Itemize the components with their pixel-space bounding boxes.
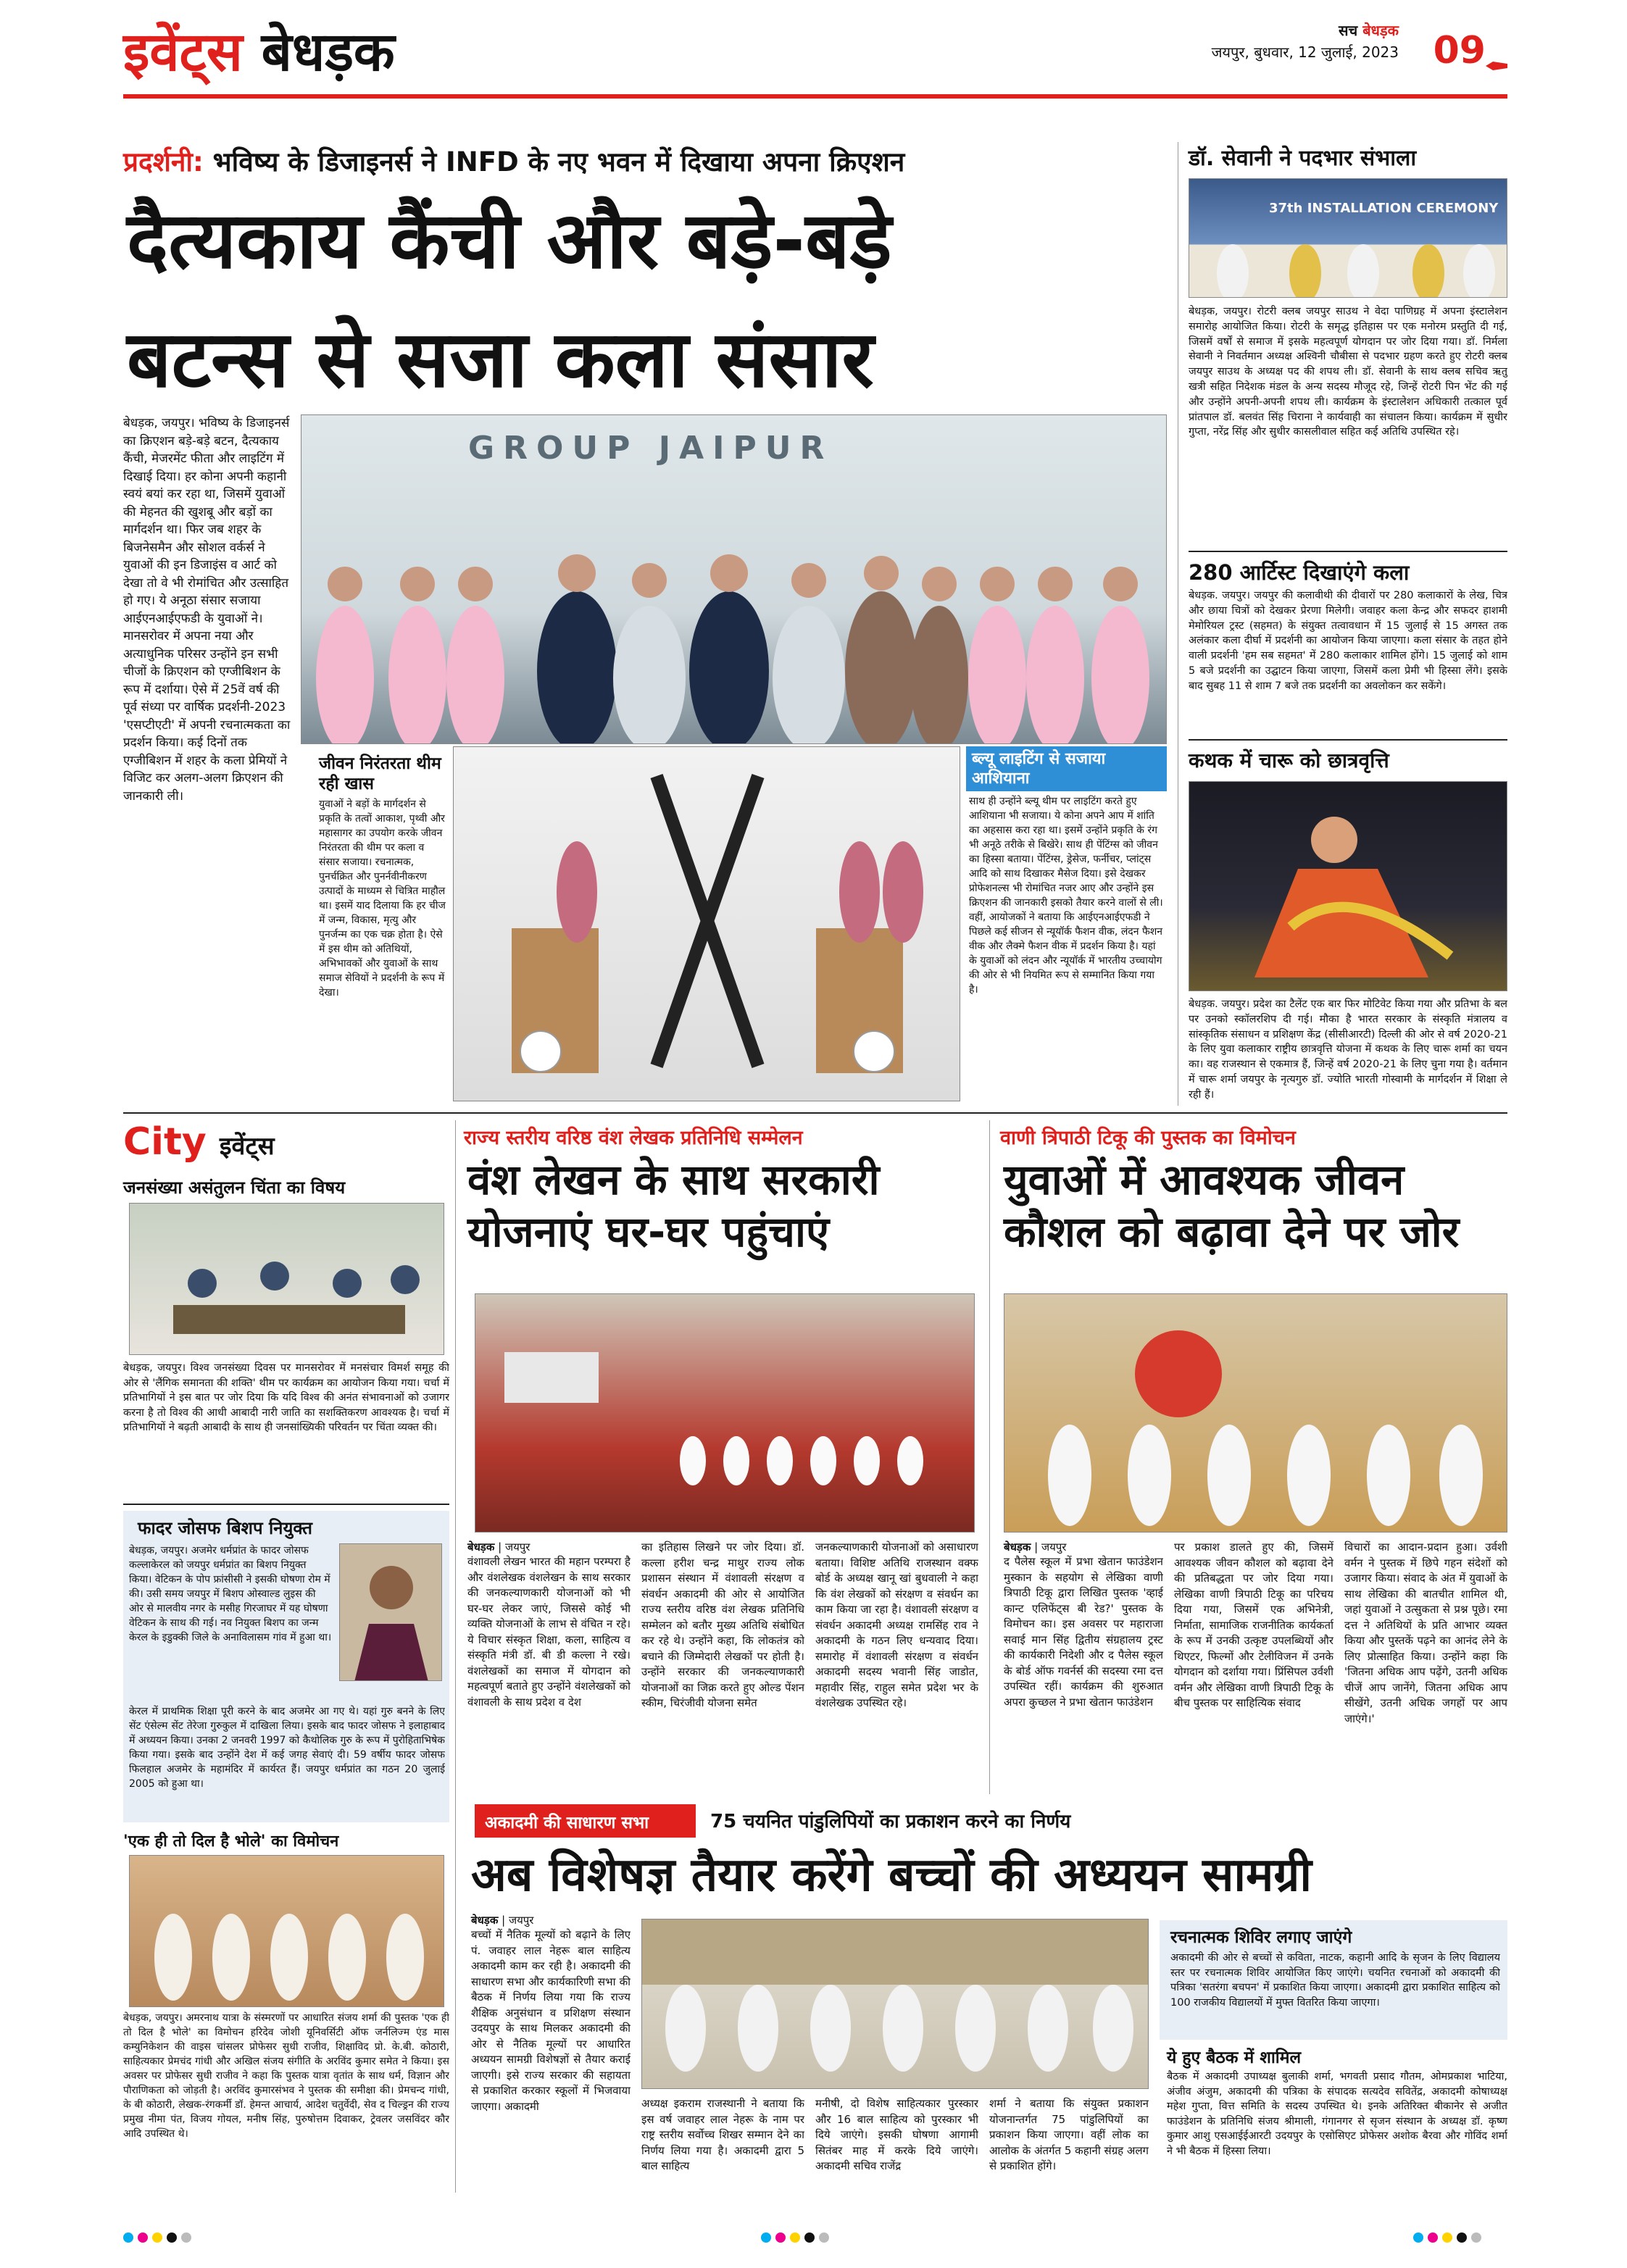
city-logo — [123, 1120, 275, 1164]
yellow-dot-icon — [1442, 2232, 1452, 2243]
bottom-photo — [641, 1919, 1149, 2089]
tag-brand: बेधड़क — [1362, 22, 1399, 39]
bottom-col3: मनीषी, दो विशेष साहित्यकार पुरस्कार और 16 बाल साहित्य को पुरस्कार भी दिये जाएंगे। इसकी घोषणा आगामी सितंबर माह में करके दिये जाएंगे। अकादमी सचिव राजेंद्र — [815, 2097, 978, 2172]
city-logo-red: City — [123, 1120, 207, 1164]
magenta-dot-icon — [1428, 2232, 1438, 2243]
bottom-label-box — [475, 1804, 696, 1838]
masthead-title-black: बेधड़क — [261, 21, 395, 83]
mid-kicker: राज्य स्तरीय वरिष्ठ वंश लेखक प्रतिनिधि सम्मेलन — [464, 1127, 803, 1149]
right-s1-photo-banner: 37th INSTALLATION CEREMONY — [1269, 201, 1499, 216]
rmid-col3: विचारों का आदान-प्रदान हुआ। उर्वशी वर्मन ने पुस्तक में छिपे गहन संदेशों को उजागर किया। संवाद के अंत में युवाओं के साथ लेखिका की बातचीत शामिल थी, जहां युवाओं ने उत्सुकता से प्रश्न पूछे। रमा दत्त ने अतिथियों के प्रति आभार व्यक्त किया और पुस्तकें पढ़ने का आनंद लेने के लिए प्रोत्साहित किया। उन्होंने कहा कि 'जितना अधिक आप पढ़ेंगे, उतनी अधिक चीजें आप जानेंगे, जितना अधिक आप सीखेंगे, उतनी अधिक जगहों पर आप जाएंगे।' — [1344, 1541, 1507, 1725]
section-rule — [123, 1112, 1507, 1114]
page-number: 09 — [1433, 29, 1486, 72]
lead-kicker — [123, 142, 1167, 179]
rmid-byline-city: जयपुर — [1041, 1541, 1067, 1554]
tag-prefix: सच — [1339, 22, 1358, 39]
bottom-byline-city: जयपुर — [508, 1914, 534, 1927]
bottom-headline: अब विशेषज्ञ तैयार करेंगे बच्चों की अध्ययन सामग्री — [471, 1848, 1312, 1902]
dancer-icon — [1189, 782, 1507, 991]
gray-dot-icon — [181, 2232, 191, 2243]
city-s2-body-b: केरल में प्राथमिक शिक्षा पूरी करने के बाद अजमेर आ गए थे। यहां गुरु बनने के लिए सेंट एंसेल्म सेंट तेरेजा गुरुकुल में दाखिला लिया। इसके बाद फादर जोसफ ने इलाहाबाद में अध्ययन किया। उनका 2 जनवरी 1997 को कैथोलिक गुरु के रूप में पुरोहिताभिषेक किया गया। इसके बाद उन्होंने देश में कई जगह सेवाएं दी। 59 वर्षीय फादर जोसफ फिलहाल अजमेर के महामंदिर में कार्यरत हैं। जयपुर धर्मप्रांत का गठन 20 जुलाई 2005 को हुआ था। — [129, 1706, 445, 1790]
masthead-title — [123, 16, 395, 88]
cyan-dot-icon — [123, 2232, 133, 2243]
masthead-tag — [1339, 20, 1399, 40]
registration-marks-left — [123, 2232, 196, 2246]
bottom-box1-title: रचनात्मक शिविर लगाए जाएंगे — [1170, 1928, 1352, 1947]
magenta-dot-icon — [775, 2232, 786, 2243]
rmid-byline: बेधड़क | जयपुर — [1004, 1541, 1067, 1554]
city-s1-body: बेधड़क, जयपुर। विश्व जनसंख्या दिवस पर मानसरोवर में मनसंचार विमर्श समूह की ओर से 'लैंगिक समानता की शक्ति' थीम पर कार्यक्रम का आयोजन किया गया। चर्चा में प्रतिभागियों ने इस बात पर जोर दिया कि यदि विश्व की अनंत संभावनाओं को उजागर करना है तो विश्व की आधी आबादी नारी जाति का सशक्तिकरण आवश्यक है। चर्चा में प्रतिभागियों ने बढ़ती आबादी के साथ ही जनसांख्यिकी परिवर्तन पर चिंता व्यक्त की। — [123, 1362, 449, 1433]
masthead-rule — [123, 94, 1507, 99]
lead-sub1-title: जीवन निरंतरता थीम रही खास — [319, 754, 441, 793]
yellow-dot-icon — [152, 2232, 162, 2243]
rmid-photo — [1004, 1293, 1507, 1533]
mid-byline-city: जयपुर — [504, 1541, 530, 1554]
rmid-col1: द पैलेस स्कूल में प्रभा खेतान फाउंडेशन मुस्कान के सहयोग से लेखिका वाणी त्रिपाठी टिकू द्वारा लिखित पुस्तक 'व्हाई कान्ट एलिफेंट्स बी रेड?' पुस्तक के विमोचन का। इस अवसर पर महाराजा सवाई मान सिंह द्वितीय संग्रहालय ट्रस्ट की कार्यकारी निदेशी और द पैलेस स्कूल के बोर्ड ऑफ गवर्नर्स की सदस्या रमा दत्त उपस्थित रहीं। कार्यक्रम की शुरुआत अपरा कुच्छल ने प्रभा खेतान फाउंडेशन — [1004, 1555, 1163, 1709]
right-s2-title: 280 आर्टिस्ट दिखाएंगे कला — [1189, 560, 1410, 585]
magenta-dot-icon — [138, 2232, 148, 2243]
lead-sub2-header — [966, 746, 1167, 791]
right-s3-photo — [1189, 781, 1507, 991]
city-s3-title: 'एक ही तो दिल है भोले' का विमोचन — [123, 1833, 339, 1851]
dateline: जयपुर, बुधवार, 12 जुलाई, 2023 — [1211, 43, 1399, 61]
group-people — [301, 504, 1166, 743]
mid-photo — [475, 1293, 975, 1533]
black-dot-icon — [167, 2232, 177, 2243]
mid-col2: का इतिहास लिखने पर जोर दिया। डॉ. कल्ला हरीश चन्द्र माथुर राज्य लोक प्रशासन संस्थान में वंशावली संरक्षण व संवर्धन अकादमी की ओर से आयोजित राज्य स्तरीय वरिष्ठ वंश लेखक प्रतिनिधि सम्मेलन को बतौर मुख्य अतिथि संबोधित कर रहे थे। उन्होंने कहा, कि लोकतंत्र को बचाने की जिम्मेदारी लेखकों पर होती है। उन्होंने सरकार की जनकल्याणकारी योजनाओं का जिक्र करते हुए ओल्ड पेंशन स्कीम, चिरंजीवी योजना समेत — [641, 1541, 804, 1709]
gray-dot-icon — [819, 2232, 829, 2243]
registration-marks-center — [761, 2232, 833, 2246]
rmid-headline: युवाओं में आवश्यक जीवन कौशल को बढ़ावा देने पर जोर — [1004, 1155, 1460, 1256]
mid-byline: बेधड़क | जयपुर — [467, 1541, 530, 1554]
registration-marks-right — [1413, 2232, 1486, 2246]
right-s3-body: बेधड़क. जयपुर। प्रदेश का टैलेंट एक बार फिर मोटिवेट किया गया और प्रतिभा के बल पर उनको स्कॉलरशिप दी गई। मौका है भारत सरकार के संस्कृति मंत्रालय व सांस्कृतिक संसाधन व प्रशिक्षण केंद्र (सीसीआरटी) दिल्ली की ओर से वर्ष 2020-21 के लिए युवा कलाकार राष्ट्रीय छात्रवृत्ति योजना में कथक के लिए चारू शर्मा का चयन का। वह राजस्थान से एकमात्र हैं, जिन्हें वर्ष 2020-21 के लिए चुना गया है। वर्तमान में चारू शर्मा जयपुर के नृत्यगुरु डॉ. ज्योति भारती गोस्वामी के मार्गदर्शन में शिक्षा ले रही हैं। — [1189, 998, 1507, 1101]
mid-col1: वंशावली लेखन भारत की महान परम्परा है और वंशलेखक वंशलेखन के साथ सरकार की जनकल्याणकारी योजनाओं को भी घर-घर लेकर जाएं, जिससे कोई भी व्यक्ति योजनाओं के लाभ से वंचित न रहे। ये विचार संस्कृत शिक्षा, कला, साहित्य व संस्कृति मंत्री डॉ. बी डी कल्ला ने रखे। वंशलेखकों का समाज में योगदान को महत्वपूर्ण बताते हुए उन्होंने वंशलेखकों को वंशावली के साथ प्रदेश व देश — [467, 1555, 631, 1709]
black-dot-icon — [1457, 2232, 1467, 2243]
lead-sub2-title: ब्ल्यू लाइटिंग से सजाया आशियाना — [972, 750, 1106, 788]
city-s2-body-a: बेधड़क, जयपुर। अजमेर धर्मप्रांत के फादर जोसफ कल्लाकेरल को जयपुर धर्मप्रांत का बिशप नियुक्त किया। वेटिकन के पोप फ्रांसीसी ने इसकी घोषणा रोम में की। उसी समय जयपुर में बिशप ओस्वाल्ड लुइस की ओर से मालवीय नगर के मसीह गिरजाघर में यह घोषणा वेटिकन के साथ की गई। नव नियुक्त बिशप का जन्म केरल के इडुक्की जिले के अनाविलासम गांव में हुआ था। — [129, 1545, 332, 1643]
lead-sub1-body: युवाओं ने बड़ों के मार्गदर्शन से प्रकृति के तत्वों आकाश, पृथ्वी और महासागर का उपयोग करके जीवन निरंतरता की थीम पर कला व संसार सजाया। रचनात्मक, पुनर्चक्रित और पुनर्नवीनीकरण उत्पादों के माध्यम से चित्रित माहौल था। इसमें याद दिलाया कि हर चीज में जन्म, विकास, मृत्यु और पुनर्जन्म का एक चक्र होता है। ऐसे में इस थीम को अतिथियों, अभिभावकों और युवाओं के साथ समाज सेवियों ने प्रदर्शनी के रूप में देखा। — [319, 799, 446, 998]
right-s1-photo — [1189, 178, 1507, 298]
bottom-box1-body: अकादमी की ओर से बच्चों से कविता, नाटक, कहानी आदि के सृजन के लिए विद्यालय स्तर पर रचनात्मक शिविर आयोजित किए जाएंगे। चयनित रचनाओं को अकादमी की पत्रिका 'सतरंगा बचपन' में प्रकाशित किया जाएगा। अकादमी द्वारा प्रकाशित साहित्य को 100 राजकीय विद्यालयों में मुफ्त वितरित किया जाएगा। — [1170, 1952, 1500, 2009]
bottom-col2: अध्यक्ष इकराम राजस्थानी ने बताया कि इस वर्ष जवाहर लाल नेहरू के नाम पर राष्ट्र स्तरीय सर्वोच्च शिखर सम्मान देने का निर्णय लिया गया है। अकादमी द्वारा 5 बाल साहित्य — [641, 2097, 804, 2172]
masthead-title-red: इवेंट्स — [123, 21, 243, 83]
right-s2-rule — [1189, 739, 1507, 741]
black-dot-icon — [804, 2232, 815, 2243]
lead-sub2-body: साथ ही उन्होंने ब्ल्यू थीम पर लाइटिंग करते हुए आशियाना भी सजाया। ये कोना अपने आप में शांति का अहसास करा रहा था। इसमें उन्होंने प्रकृति के रंग भी अनूठे तरीके से बिखेरे। साथ ही पेंटिंग्स को जीवन का हिस्सा बताया। पेंटिंग्स, ड्रेसेज, फर्नीचर, प्लांट्स आदि को साथ दिखाकर मैसेज दिया। इसे देखकर प्रोफेशनल्स भी रोमांचित नजर आए और उन्होंने इस क्रिएशन की जानकारी इसको तैयार करने वालों से ली। वहीं, आयोजकों ने बताया कि आईएनआईएफडी ने पिछले कई सीजन से न्यूयॉर्क फैशन वीक, लंदन फैशन वीक और लैक्मे फैशन वीक में प्रदर्शन किया है। यहां के युवाओं को लंदन और न्यूयॉर्क में भारतीय उच्चायोग की ओर से भी नियमित रूप से सम्मानित किया गया है। — [969, 796, 1163, 996]
mid-divider — [989, 1120, 990, 1794]
gray-dot-icon — [1471, 2232, 1481, 2243]
bishop-portrait-icon — [340, 1544, 442, 1681]
masthead — [123, 16, 1507, 117]
bottom-col4: शर्मा ने बताया कि संयुक्त प्रकाशन योजनान्तर्गत 75 पांडुलिपियों का प्रकाशन किया जाएगा। वहीं लोक का आलोक के अंतर्गत 5 कहानी संग्रह अलग से प्रकाशित होंगे। — [989, 2097, 1149, 2172]
right-s1-rule — [1189, 551, 1507, 552]
bottom-box2-body: बैठक में अकादमी उपाध्यक्ष बुलाकी शर्मा, भगवती प्रसाद गौतम, ओमप्रकाश भाटिया, अंजीव अंजुम, अकादमी की पत्रिका के संपादक सत्यदेव सवितेंद्र, अकादमी कोषाध्यक्ष महेश गुप्ता, वित्त समिति के सदस्य उपस्थित थे। इनके अतिरिक्त बीकानेर से अजीत फाउंडेशन के प्रतिनिधि संजय श्रीमाली, गंगानगर से सृजन संस्थान के अध्यक्ष डॉ. कृष्ण कुमार आशु एसआईईआरटी उदयपुर के एसोसिएट प्रोफेसर अशोक बैरवा और गोविंद शर्मा ने भी बैठक में हिस्सा लिया। — [1167, 2071, 1507, 2157]
city-s1-photo — [129, 1203, 444, 1355]
bottom-byline-brand: बेधड़क — [471, 1914, 499, 1927]
city-s1-rule — [123, 1504, 449, 1505]
bottom-byline: बेधड़क | जयपुर — [471, 1914, 534, 1927]
cyan-dot-icon — [1413, 2232, 1423, 2243]
right-s1-title: डॉ. सेवानी ने पदभार संभाला — [1189, 146, 1417, 171]
city-s2-title: फादर जोसफ बिशप नियुक्त — [138, 1518, 312, 1538]
lead-photo — [301, 414, 1167, 744]
scissors-icon — [454, 747, 960, 1101]
lead-photo-exhibit — [453, 746, 960, 1101]
city-s3-photo — [129, 1855, 444, 2007]
city-logo-black: इवेंट्स — [219, 1132, 275, 1161]
right-s3-title: कथक में चारू को छात्रवृत्ति — [1189, 749, 1389, 772]
mid-headline: वंश लेखन के साथ सरकारी योजनाएं घर-घर पहुंचाएं — [467, 1155, 880, 1256]
cyan-dot-icon — [761, 2232, 771, 2243]
mid-byline-brand: बेधड़क — [467, 1541, 495, 1554]
lead-body: बेधड़क, जयपुर। भविष्य के डिजाइनर्स का क्रिएशन बड़े-बड़े बटन, दैत्यकाय कैंची, मेजरमेंट फीता और लाइटिंग में दिखाई दिया। हर कोना अपनी कहानी स्वयं बयां कर रहा था, जिसमें युवाओं की मेहनत की खुशबू और बड़ों का मार्गदर्शन था। फिर जब शहर के बिजनेसमैन और सोशल वर्कर्स ने युवाओं की इन डिजाइंस व आर्ट को देखा तो वे भी रोमांचित और उत्साहित हो गए। ये अनूठा संसार सजाया आईएनआईएफडी के युवाओं ने। मानसरोवर में अपना नया और अत्याधुनिक परिसर उन्होंने इन सभी चीजों के क्रिएशन को एग्जीबिशन के रूप में दर्शाया। ऐसे में 25वें वर्ष की पूर्व संध्या पर वार्षिक प्रदर्शनी-2023 'एसप्टीएटी' में अपनी रचनात्मकता का प्रदर्शन किया। कई दिनों तक एग्जीबिशन में शहर के कला प्रेमियों ने विजिट कर अलग-अलग क्रिएशन की जानकारी ली। — [123, 416, 291, 804]
lead-kicker-text: भविष्य के डिजाइनर्स ने INFD के नए भवन में दिखाया अपना क्रिएशन — [212, 146, 905, 178]
city-s2-photo — [339, 1543, 442, 1681]
yellow-dot-icon — [790, 2232, 800, 2243]
city-divider — [455, 1120, 456, 2193]
city-s1-title: जनसंख्या असंतुलन चिंता का विषय — [123, 1177, 346, 1198]
right-s1-body: बेधड़क, जयपुर। रोटरी क्लब जयपुर साउथ ने वेदा पाणिग्रह में अपना इंस्टालेशन समारोह आयोजित किया। रोटरी के समृद्ध इतिहास पर एक मनोरम प्रस्तुति दी गई, जिसमें वर्षों से समाज में इसके महत्वपूर्ण योगदान पर जोर दिया गया। डॉ. निर्मला सेवानी ने निवर्तमान अध्यक्ष अश्विनी चौबीसा से पदभार ग्रहण करते हुए रोटरी क्लब जयपुर साउथ के अध्यक्ष पद की शपथ ली। डॉ. सेवानी के साथ क्लब सचिव ऋतु खत्री सहित निदेशक मंडल के अन्य सदस्य मौजूद रहे, जिन्हें रोटरी पिन भेंट की गई और उन्होंने अपनी-अपनी शपथ ली। कार्यक्रम के इंस्टालेशन अधिकारी तत्काल पूर्व प्रांतपाल डॉ. बलवंत सिंह चिराना ने कार्यवाही का संचालन किया। कार्यक्रम में सुधीर गुप्ता, नरेंद्र सिंह और सुधीर कासलीवाल सहित कई अतिथि उपस्थित रहे। — [1189, 306, 1507, 438]
rmid-byline-brand: बेधड़क — [1004, 1541, 1031, 1554]
lead-kicker-red: प्रदर्शनी: — [123, 146, 204, 178]
bottom-kicker: 75 चयनित पांडुलिपियों का प्रकाशन करने का निर्णय — [710, 1811, 1071, 1833]
bottom-box2-title: ये हुए बैठक में शामिल — [1167, 2048, 1302, 2067]
rmid-kicker: वाणी त्रिपाठी टिकू की पुस्तक का विमोचन — [1000, 1127, 1296, 1149]
lead-headline-line1: दैत्यकाय कैंची और बड़े-बड़े — [127, 196, 892, 286]
mid-col3: जनकल्याणकारी योजनाओं को असाधारण बताया। विशिष्ट अतिथि राजस्थान वक्फ बोर्ड के अध्यक्ष खानू खां बुधवाली ने कहा कि वंश लेखकों को संरक्षण व संवर्धन का काम किया जा रहा है। वंशावली संरक्षण व संवर्धन अकादमी अध्यक्ष रामसिंह राव ने अकादमी के गठन लिए धन्यवाद दिया। समारोह में वंशावली संरक्षण व संवर्धन अकादमी सदस्य भवानी सिंह जाडोत, महावीर सिंह, राहुल समेत प्रदेश भर के वंशलेखक उपस्थित रहे। — [815, 1541, 978, 1709]
right-s2-body: बेधड़क. जयपुर। जयपुर की कलावीथी की दीवारों पर 280 कलाकारों के लेख, चित्र और छाया चित्रों को देखकर प्रेरणा मिलेगी। जवाहर कला केन्द्र और सफदर हाशमी मेमोरियल ट्रस्ट (सहमत) के संयुक्त तत्वावधान में 15 जुलाई से 15 अगस्त तक अलंकार कला दीर्घा में प्रदर्शनी का आयोजन किया जाएगा। कला संसार के तहत होने वाली प्रदर्शनी 'हम सब सहमत' में 280 कलाकार शामिल होंगे। 15 जुलाई को शाम 5 बजे प्रदर्शनी का उद्घाटन किया जाएगा, जिसमें कला प्रेमी भी हिस्सा लेंगे। इसके बाद सुबह 11 से शाम 7 बजे तक प्रदर्शनी का अवलोकन कर सकेंगे। — [1189, 590, 1507, 692]
pen-icon — [1486, 59, 1507, 68]
lead-photo-sign: GROUP JAIPUR — [468, 430, 833, 467]
lead-headline-line2: बटन्स से सजा कला संसार — [127, 314, 874, 405]
bottom-label: अकादमी की साधारण सभा — [485, 1814, 649, 1833]
city-s3-body: बेधड़क, जयपुर। अमरनाथ यात्रा के संस्मरणों पर आधारित संजय शर्मा की पुस्तक 'एक ही तो दिल है भोले' का विमोचन हरिदेव जोशी यूनिवर्सिटी ऑफ जर्नलिज्म एंड मास कम्युनिकेशन की वाइस चांसलर प्रोफेसर सुधी राजीव, शिक्षाविद प्रो. के.बी. कोठारी, साहित्यकार प्रेमचंद गांधी और अखिल संजय संगीति के अरविंद कुमार समेत ने किया। इस अवसर पर प्रोफेसर सुधी राजीव ने कहा कि पुस्तक यात्रा वृतांत के साथ धर्म, विज्ञान और पौराणिकता को जोड़ती है। अरविंद कुमारसंभव ने पुस्तक की समीक्षा की। प्रेमचन्द गांधी, के बी कोठारी, लेखक-रंगकर्मी डॉ. हेमन्त आचार्य, आदेश चतुर्वेदी, सेव द चिल्ड्रन की राज्य प्रमुख नीमा पंत, विजय गोयल, मनीष सिंह, पुरुषोत्तम दिवाकर, ट्रेवलर जसविंदर कौर आदि उपस्थित थे। — [123, 2012, 449, 2140]
rmid-col2: पर प्रकाश डालते हुए की, जिसमें आवश्यक जीवन कौशल को बढ़ावा देने की प्रतिबद्धता पर जोर दिया गया। लेखिका वाणी त्रिपाठी टिकू का परिचय दिया गया, जिसमें एक अभिनेत्री, निर्माता, सामाजिक राजनीतिक कार्यकर्ता के रूप में उनकी उत्कृष्ट उपलब्धियों और थिएटर, फिल्मों और टेलीविजन में उनके योगदान को दर्शाया गया। प्रिंसिपल उर्वशी वर्मन और लेखिका वाणी त्रिपाठी टिकू के बीच पुस्तक पर साहित्यिक संवाद — [1174, 1541, 1333, 1709]
bottom-col1: बच्चों में नैतिक मूल्यों को बढ़ाने के लिए पं. जवाहर लाल नेहरू बाल साहित्य अकादमी काम कर रही है। अकादमी की साधारण सभा और कार्यकारिणी सभा की बैठक में निर्णय लिया गया कि राज्य शैक्षिक अनुसंधान व प्रशिक्षण संस्थान उदयपुर के साथ मिलकर अकादमी की ओर से नैतिक मूल्यों पर आधारित अध्ययन सामग्री विशेषज्ञों से तैयार कराई जाएगी। इसे राज्य सरकार की सहायता से प्रकाशित करकार स्कूलों में भिजवाया जाएगा। अकादमी — [471, 1928, 631, 2113]
